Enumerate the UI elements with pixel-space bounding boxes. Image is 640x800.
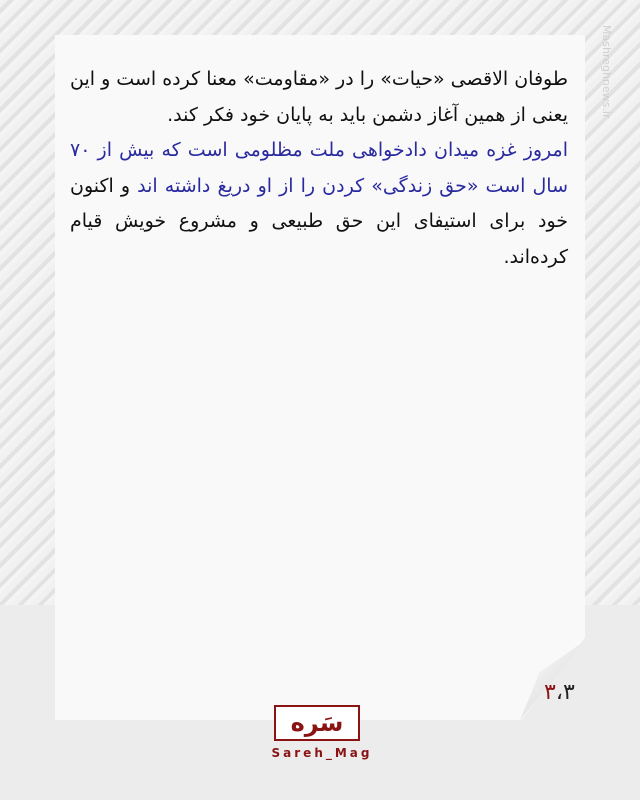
brand-logo	[274, 705, 360, 741]
paragraph-2-rest: و اکنون خود برای استیفای این حق طبیعی و مشروع خویش قیام کرده‌اند.	[70, 174, 568, 268]
watermark: Mashreghnews.ir	[600, 25, 613, 119]
article-text	[70, 62, 568, 275]
brand-handle: Sareh_Mag	[271, 746, 373, 760]
highlighted-text: امروز غزه میدان دادخواهی ملت مظلومی است که بیش از ۷۰ سال است «حق زندگی» کردن را از او دریغ داشته اند	[70, 139, 568, 197]
page-current: ۳	[544, 680, 556, 705]
page-number	[544, 680, 575, 705]
paragraph-2	[70, 133, 568, 275]
paragraph-1: طوفان الاقصی «حیات» را در «مقاومت» معنا کرده است و این یعنی از همین آغاز دشمن باید به پایان خود فکر کند.	[70, 68, 568, 126]
page-separator: ،	[555, 680, 563, 705]
page-total: ۳	[562, 680, 575, 705]
logo-text: سَره	[290, 709, 344, 737]
